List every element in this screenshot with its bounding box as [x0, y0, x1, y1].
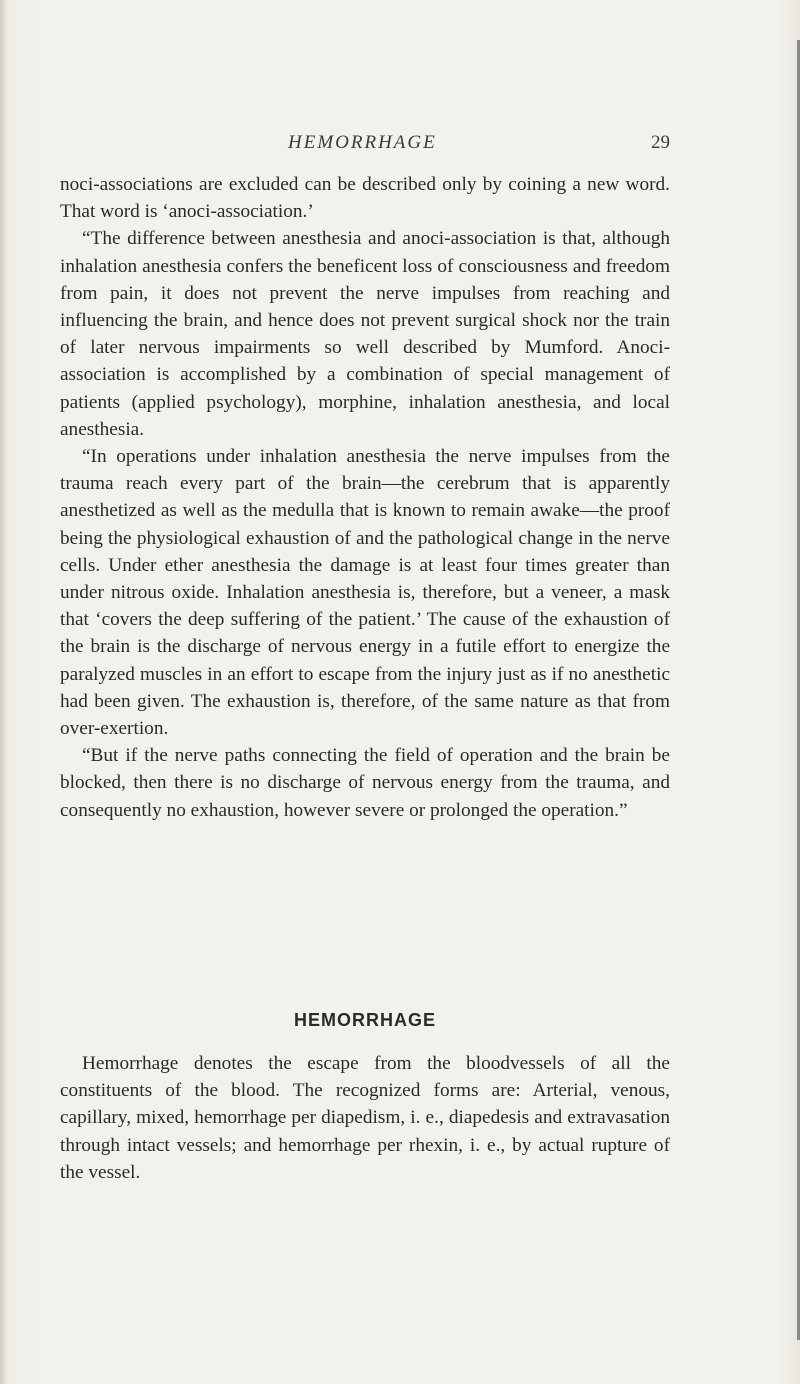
page-header: [60, 132, 670, 162]
page-left-edge: [0, 0, 6, 1384]
paragraph-quote-difference: “The difference between anesthesia and anoci-association is that, although inhalation anesthesia confers the beneficent loss of consciousness and freedom from pain, it does not prevent the nerve impulses from reaching and influencing the brain, and hence does not prevent surgical shock nor the train of later nervous impairments so well described by Mumford. Anoci-association is accomplished by a combination of special management of patients (applied psychology), morphine, inhalation anesthesia, and local anesthesia.: [60, 228, 670, 440]
page-number: 29: [651, 132, 670, 153]
paragraph-hemorrhage-definition: Hemorrhage denotes the escape from the bloodvessels of all the constituents of the blood. The recognized forms are: Arterial, venous, capillary, mixed, hemorrhage per diapedism, i. e., diapedesis and extravasation through intact vessels; and hemorrhage per rhexin, i. e., by actual rupture of the vessel.: [60, 1053, 670, 1183]
body-text: [60, 171, 670, 824]
running-head: HEMORRHAGE: [288, 132, 437, 153]
paragraph-quote-nerve-paths: “But if the nerve paths connecting the field of operation and the brain be blocked, then there is no discharge of nervous energy from the trauma, and consequently no exhaustion, however severe or prolonged the operation.”: [60, 745, 670, 821]
paragraph-quote-operations: “In operations under inhalation anesthesia the nerve impulses from the trauma reach every part of the brain—the cerebrum that is apparently anesthetized as well as the medulla that is known to remain awake—the proof being the physiological exhaustion of and the pathological change in the nerve cells. Under ether anesthesia the damage is at least four times greater than under nitrous oxide. Inhalation anesthesia is, therefore, but a veneer, a mask that ‘covers the deep suffering of the patient.’ The cause of the exhaustion of the brain is the discharge of nervous energy in a futile effort to energize the paralyzed muscles in an effort to escape from the injury just as if no anesthetic had been given. The exhaustion is, therefore, of the same nature as that from over-exertion.: [60, 446, 670, 740]
section-heading: HEMORRHAGE: [293, 1010, 436, 1030]
section-text: [60, 1050, 670, 1186]
paragraph-continuation: noci-associations are excluded can be described only by coining a new word. That word is ‘anoci-association.’: [60, 174, 670, 223]
